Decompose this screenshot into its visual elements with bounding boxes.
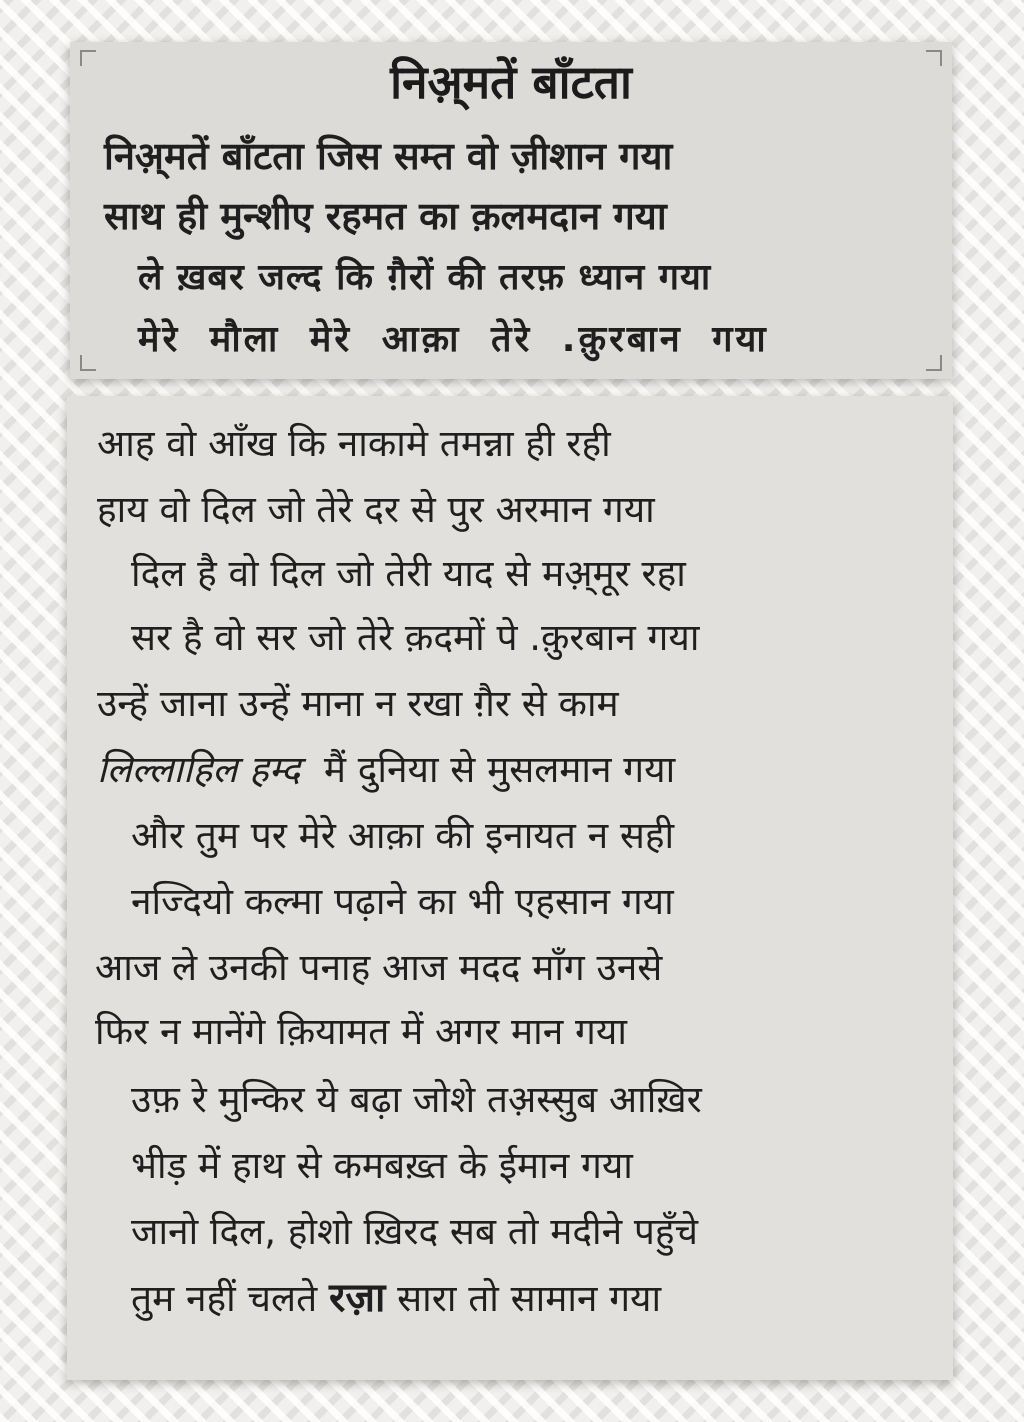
poem-title: निअ़्मतें बाँटता	[390, 55, 632, 109]
corner-mark	[80, 355, 96, 371]
poem-line-7: और तुम पर मेरे आक़ा की इनायत न सही	[131, 814, 675, 857]
poem-line-14	[131, 1270, 661, 1327]
stanza-line-4: मेरे मौला मेरे आक़ा तेरे .क़ुरबान गया	[138, 319, 769, 360]
poem-line-6-text: मैं दुनिया से मुसलमान गया	[323, 748, 676, 791]
poem-line-8: नज्दियो कल्मा पढ़ाने का भी एहसान गया	[131, 880, 674, 923]
poem-line-4: सर है वो सर जो तेरे क़दमों पे .क़ुरबान गया	[131, 616, 700, 659]
poem-line-2: हाय वो दिल जो तेरे दर से पुर अरमान गया	[97, 488, 655, 531]
top-clipping	[70, 42, 952, 379]
stanza-line-3: ले ख़बर जल्द कि ग़ैरों की तरफ़ ध्यान गया	[138, 257, 712, 298]
stanza-line-2: साथ ही मुन्शीए रहमत का क़लमदान गया	[104, 194, 667, 238]
stanza-line-1: निअ़्मतें बाँटता जिस सम्त वो ज़ीशान गया	[104, 134, 673, 178]
poem-line-6	[97, 742, 675, 798]
bottom-clipping	[67, 396, 953, 1380]
poem-line-3: दिल है वो दिल जो तेरी याद से मअ़्मूर रहा	[131, 552, 686, 595]
poem-line-12: भीड़ में हाथ से कमबख़्त के ईमान गया	[131, 1144, 633, 1187]
line-start: तुम नहीं चलते	[131, 1277, 318, 1320]
poem-line-9: आज ले उनकी पनाह आज मदद माँग उनसे	[95, 946, 663, 989]
italic-phrase: लिल्लाहिल हम्द	[97, 748, 301, 791]
poet-signature: रज़ा	[328, 1275, 386, 1321]
poem-line-14-text: सारा तो सामान गया	[397, 1277, 662, 1320]
poem-line-5: उन्हें जाना उन्हें माना न रखा ग़ैर से काम	[97, 682, 619, 725]
poem-line-13: जानो दिल, होशो ख़िरद सब तो मदीने पहुँचे	[131, 1210, 699, 1253]
poem-line-1: आह वो आँख कि नाकामे तमन्ना ही रही	[97, 422, 611, 465]
corner-mark	[926, 355, 942, 371]
poem-line-10: फिर न मानेंगे क़ियामत में अगर मान गया	[95, 1010, 627, 1053]
poem-line-11: उफ़ रे मुन्किर ये बढ़ा जोशे तअ़स्सुब आख़िर	[131, 1078, 702, 1121]
